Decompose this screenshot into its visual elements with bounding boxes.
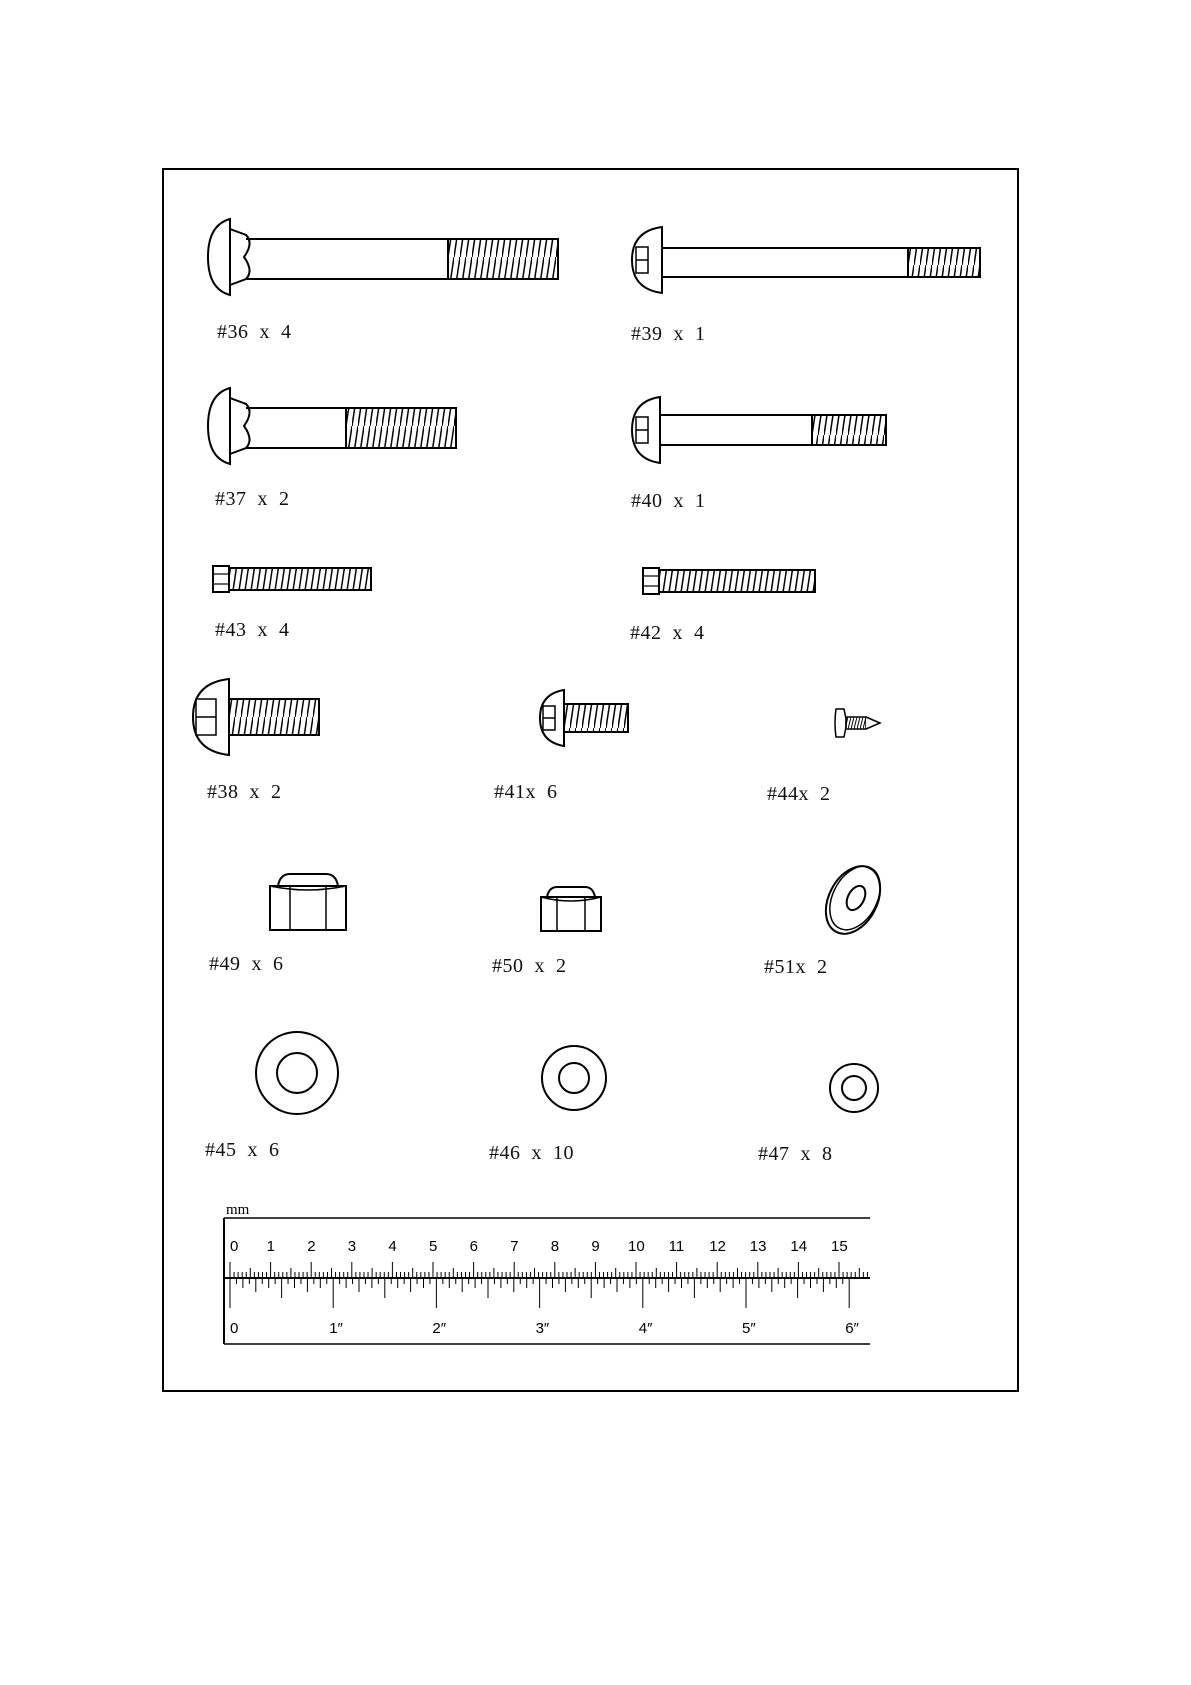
part-label-39: #39 x 1	[631, 323, 706, 345]
button-bolt-39-icon	[632, 225, 982, 295]
measuring-ruler	[222, 1198, 870, 1346]
part-label-37: #37 x 2	[215, 488, 290, 510]
part-label-50: #50 x 2	[492, 955, 567, 977]
washer-46-icon	[540, 1044, 608, 1112]
cm-label: 9	[591, 1238, 600, 1255]
button-bolt-38-icon	[193, 677, 323, 757]
part-label-42: #42 x 4	[630, 622, 705, 644]
inch-label: 1″	[329, 1320, 343, 1337]
hex-bolt-43-icon	[213, 564, 373, 594]
cm-label: 15	[831, 1238, 848, 1255]
part-label-44: #44x 2	[767, 783, 831, 805]
washer-51-icon	[818, 860, 888, 940]
cm-label: 0	[230, 1238, 239, 1255]
cm-label: 14	[790, 1238, 808, 1255]
inch-label: 3″	[535, 1320, 550, 1337]
button-bolt-41-icon	[540, 688, 640, 748]
screw-44-icon	[836, 705, 896, 741]
part-label-40: #40 x 1	[631, 490, 706, 512]
part-label-38: #38 x 2	[207, 781, 282, 803]
lock-nut-50-icon	[539, 885, 603, 933]
hex-bolt-42-icon	[643, 566, 818, 596]
part-label-46: #46 x 10	[489, 1142, 574, 1164]
cm-label: 7	[510, 1238, 519, 1255]
cm-label: 13	[749, 1238, 767, 1255]
part-label-49: #49 x 6	[209, 953, 284, 975]
inch-label: 0	[230, 1320, 239, 1337]
part-label-51: #51x 2	[764, 956, 828, 978]
cm-label: 6	[469, 1238, 478, 1255]
inch-label: 5″	[742, 1320, 756, 1337]
inch-label: 6″	[845, 1320, 859, 1337]
cm-label: 1	[266, 1238, 275, 1255]
inch-label: 2″	[432, 1320, 447, 1337]
part-label-41: #41x 6	[494, 781, 558, 803]
part-label-43: #43 x 4	[215, 619, 290, 641]
cm-label: 5	[429, 1238, 438, 1255]
carriage-bolt-37-icon	[208, 386, 458, 466]
ruler-unit-label: mm	[226, 1202, 250, 1218]
lock-nut-49-icon	[268, 872, 348, 932]
cm-label: 8	[550, 1238, 560, 1255]
button-bolt-40-icon	[632, 395, 892, 465]
cm-label: 10	[628, 1238, 645, 1255]
part-label-47: #47 x 8	[758, 1143, 833, 1165]
part-label-36: #36 x 4	[217, 321, 292, 343]
inch-label: 4″	[638, 1320, 653, 1337]
cm-label: 4	[388, 1238, 397, 1255]
washer-47-icon	[828, 1062, 880, 1114]
cm-label: 2	[307, 1238, 316, 1255]
washer-45-icon	[254, 1030, 340, 1116]
cm-label: 3	[347, 1238, 357, 1255]
part-label-45: #45 x 6	[205, 1139, 280, 1161]
cm-label: 11	[668, 1238, 685, 1255]
carriage-bolt-36-icon	[208, 217, 558, 297]
cm-label: 12	[709, 1238, 726, 1255]
